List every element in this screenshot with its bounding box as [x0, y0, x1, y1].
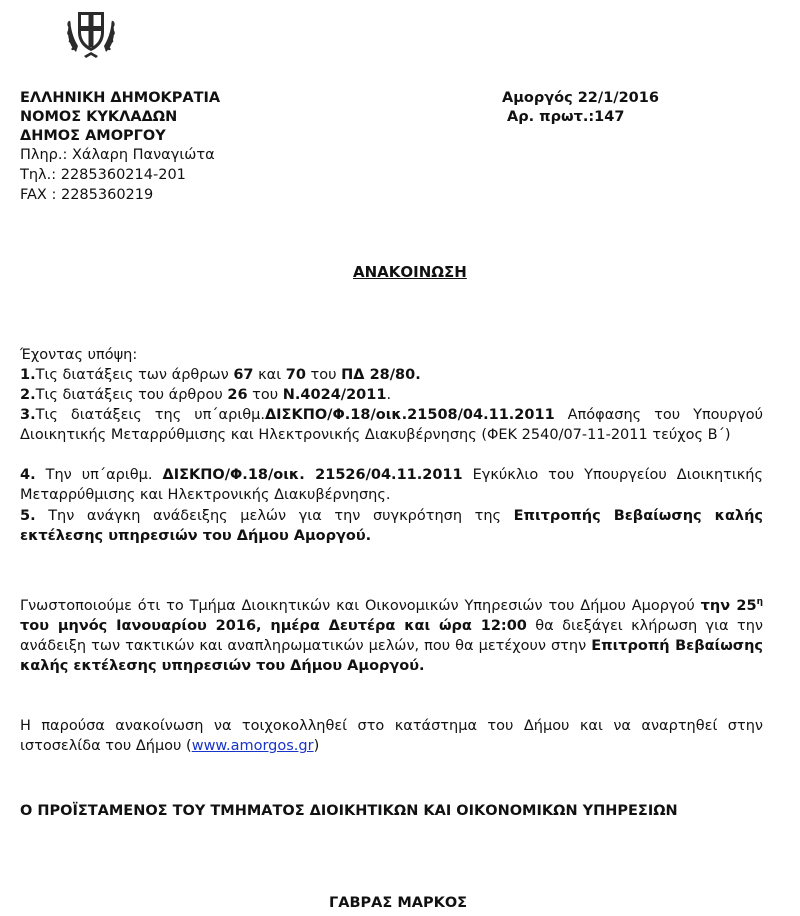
protocol-number: Αρ. πρωτ.:147 — [507, 109, 625, 125]
item-number: 1. — [20, 367, 36, 383]
republic-heading: ΕΛΛΗΝΙΚΗ ΔΗΜΟΚΡΑΤΙΑ — [20, 90, 221, 106]
phone-number: Τηλ.: 2285360214-201 — [20, 167, 186, 183]
list-item-3: 3.Τις διατάξεις της υπ΄αριθμ.ΔΙΣΚΠΟ/Φ.18/οικ.21508/04.11.2011 Απόφασης του Υπουργού Διοικητικής Μεταρρύθμισης και Ηλεκτρονικής Διακυβέρνησης (ΦΕΚ 2540/07-11-2011 τεύχος Β΄) — [20, 407, 763, 443]
list-item-4: 4. Την υπ΄αριθμ. ΔΙΣΚΠΟ/Φ.18/οικ. 21526/04.11.2011 Εγκύκλιο του Υπουργείου Διοικητικής Μεταρρύθμισης και Ηλεκτρονικής Διακυβέρνησης. — [20, 467, 764, 503]
municipality-heading: ΔΗΜΟΣ ΑΜΟΡΓΟΥ — [20, 128, 166, 144]
website-link[interactable]: www.amorgos.gr — [191, 738, 314, 754]
item-number: 5. — [20, 508, 36, 524]
list-item-2: 2.Τις διατάξεις του άρθρου 26 του Ν.4024/2011. — [20, 387, 392, 403]
place-date: Αμοργός 22/1/2016 — [502, 90, 659, 106]
prefecture-heading: ΝΟΜΟΣ ΚΥΚΛΑΔΩΝ — [20, 109, 178, 125]
document-title: ΑΝΑΚΟΙΝΩΣΗ — [353, 263, 467, 281]
fax-number: FAX : 2285360219 — [20, 187, 154, 203]
signatory-name: ΓΑΒΡΑΣ ΜΑΡΚΟΣ — [329, 895, 468, 911]
notice-paragraph: Γνωστοποιούμε ότι το Τμήμα Διοικητικών και Οικονομικών Υπηρεσιών του Δήμου Αμοργού την $25^\eta$ του μηνός Ιανουαρίου 2016, ημέρα Δευτέρα και ώρα 12:00 θα διεξάγει κλήρωση για την ανάδειξη των τακτικών και αναπληρωματικών μελών, που θα μετέχουν στην Επιτροπή Βεβαίωσης καλής εκτέλεσης υπηρεσιών του Δήμου Αμοργού. — [20, 597, 764, 674]
item-number: 4. — [20, 467, 36, 483]
greek-coat-of-arms-emblem — [62, 2, 120, 60]
item-number: 3. — [20, 407, 36, 423]
list-item-5: 5. Την ανάγκη ανάδειξης μελών για την συγκρότηση της Επιτροπής Βεβαίωσης καλής εκτέλεσης υπηρεσιών του Δήμου Αμοργού. — [20, 508, 763, 544]
item-number: 2. — [20, 387, 36, 403]
posting-paragraph: Η παρούσα ανακοίνωση να τοιχοκολληθεί στο κατάστημα του Δήμου και να αναρτηθεί στην ιστοσελίδα του Δήμου (www.amorgos.gr) — [20, 718, 763, 754]
list-item-1: 1.Τις διατάξεις των άρθρων 67 και 70 του ΠΔ 28/80. — [20, 367, 421, 383]
info-contact: Πληρ.: Χάλαρη Παναγιώτα — [20, 147, 215, 163]
considering-label: Έχοντας υπόψη: — [20, 347, 138, 363]
signatory-role: Ο ΠΡΟΪΣΤΑΜΕΝΟΣ ΤΟΥ ΤΜΗΜΑΤΟΣ ΔΙΟΙΚΗΤΙΚΩΝ ΚΑΙ ΟΙΚΟΝΟΜΙΚΩΝ ΥΠΗΡΕΣΙΩΝ — [20, 803, 678, 819]
